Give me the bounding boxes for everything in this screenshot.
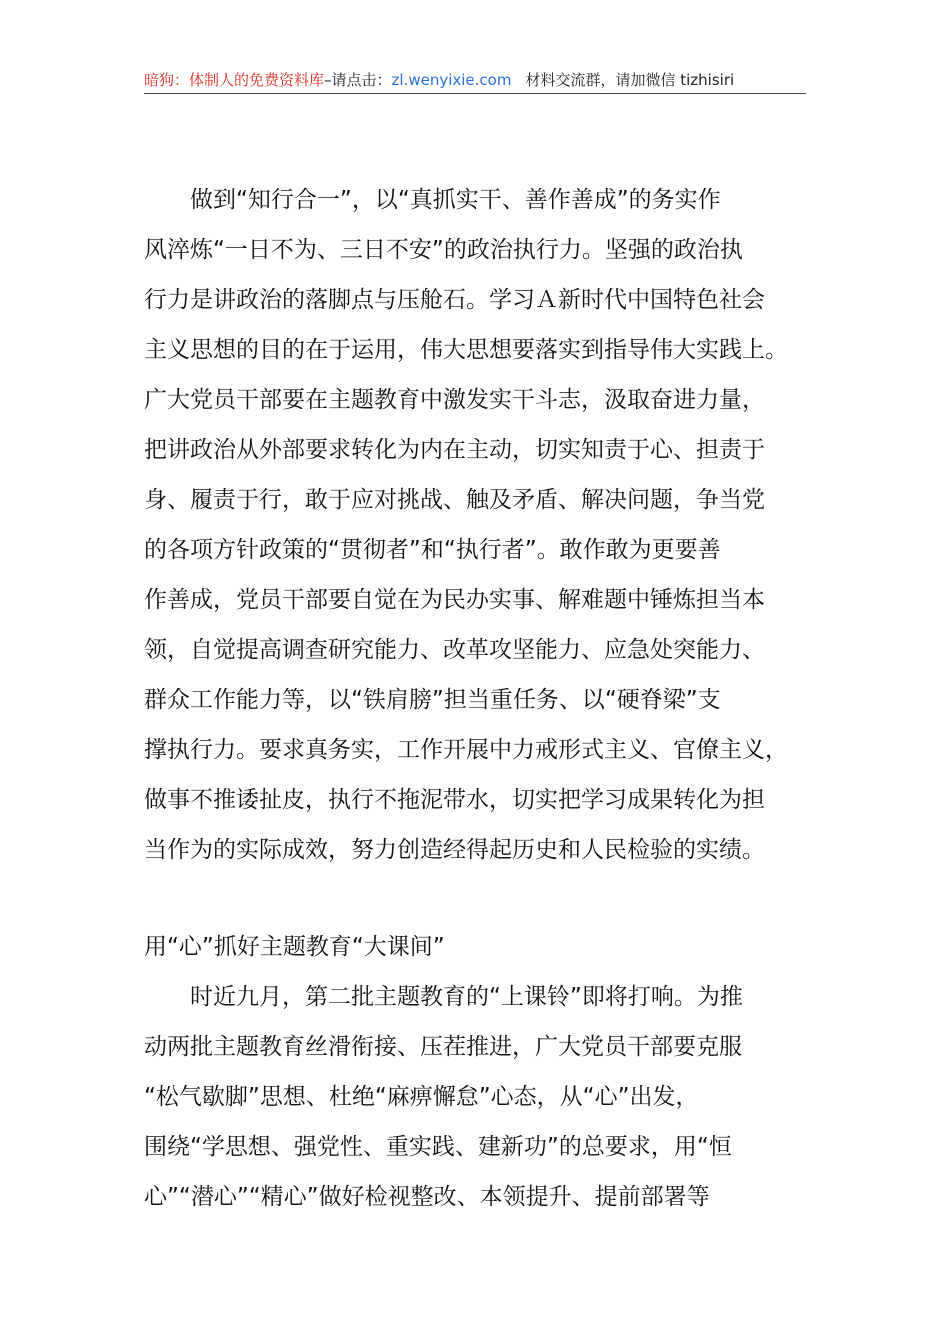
text-line: 作善成，党员干部要自觉在为民办实事、解难题中锤炼担当本: [144, 587, 765, 613]
text-line: 心”“潜心”“精心”做好检视整改、本领提升、提前部署等: [144, 1184, 710, 1210]
section-title: 用“心”抓好主题教育“大课间”: [144, 934, 445, 960]
header-brand: 暗狗：体制人的免费资料库: [144, 71, 325, 89]
text-line: 时近九月，第二批主题教育的“上课铃”即将打响。为推: [144, 984, 743, 1010]
header-divider: [144, 93, 806, 94]
text-line: 动两批主题教育丝滑衔接、压茬推进，广大党员干部要克服: [144, 1034, 742, 1060]
text-line: 当作为的实际成效，努力创造经得起历史和人民检验的实绩。: [144, 837, 765, 863]
text-line: 主义思想的目的在于运用，伟大思想要落实到指导伟大实践上。: [144, 337, 788, 363]
header-url-link[interactable]: zl.wenyixie.com: [391, 71, 512, 89]
text-line: 身、履责于行，敢于应对挑战、触及矛盾、解决问题，争当党: [144, 487, 765, 513]
text-line: 做到“知行合一”，以“真抓实干、善作善成”的务实作: [144, 187, 721, 213]
text-line: 行力是讲政治的落脚点与压舱石。学习Ａ新时代中国特色社会: [144, 287, 765, 313]
text-line: 围绕“学思想、强党性、重实践、建新功”的总要求，用“恒: [144, 1134, 732, 1160]
text-line: 风淬炼“一日不为、三日不安”的政治执行力。坚强的政治执: [144, 237, 743, 263]
text-line: 广大党员干部要在主题教育中激发实干斗志，汲取奋进力量，: [144, 387, 765, 413]
text-line: 的各项方针政策的“贯彻者”和“执行者”。敢作敢为更要善: [144, 537, 721, 563]
text-line: “松气歇脚”思想、杜绝“麻痹懈怠”心态，从“心”出发，: [144, 1084, 699, 1110]
header-contact: 材料交流群，请加微信 tizhisiri: [525, 71, 735, 89]
text-line: 领，自觉提高调查研究能力、改革攻坚能力、应急处突能力、: [144, 637, 765, 663]
text-line: 群众工作能力等，以“铁肩膀”担当重任务、以“硬脊梁”支: [144, 687, 721, 713]
text-line: 做事不推诿扯皮，执行不拖泥带水，切实把学习成果转化为担: [144, 787, 765, 813]
text-line: 撑执行力。要求真务实，工作开展中力戒形式主义、官僚主义，: [144, 737, 788, 763]
header-click-hint: –请点击：: [324, 71, 392, 89]
page-header: [144, 70, 806, 94]
text-line: 把讲政治从外部要求转化为内在主动，切实知责于心、担责于: [144, 437, 765, 463]
